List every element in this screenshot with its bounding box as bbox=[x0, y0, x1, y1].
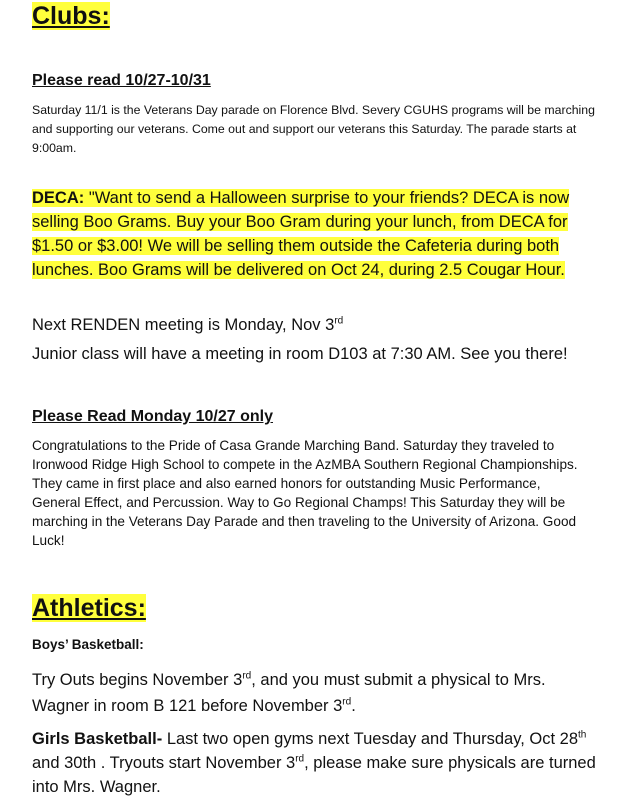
notice-heading-1: Please read 10/27-10/31 bbox=[32, 72, 211, 89]
text-run: General Effect, and Percussion. Way to Go Regional Champs! This Saturday they will be bbox=[32, 495, 566, 510]
text-run: Girls Basketball- bbox=[32, 730, 163, 748]
text-run: . bbox=[351, 697, 356, 715]
text-run: rd bbox=[334, 315, 344, 327]
text-run: Congratulations to the Pride of Casa Grande Marching Band. Saturday they traveled to bbox=[32, 438, 555, 453]
boys-basketball-paragraph bbox=[32, 667, 546, 719]
text-run: Luck! bbox=[32, 533, 65, 548]
girls-basketball-paragraph bbox=[32, 727, 596, 799]
text-run: $1.50 or $3.00! We will be selling them outside the Cafeteria during both bbox=[32, 237, 560, 255]
renden-meeting bbox=[32, 313, 343, 337]
deca-label: DECA: bbox=[32, 189, 85, 207]
text-run: rd bbox=[295, 753, 305, 765]
text-run: , and you must submit a physical to Mrs. bbox=[251, 671, 546, 689]
boys-basketball-heading: Boys’ Basketball: bbox=[32, 637, 144, 652]
text-run: Athletics: bbox=[32, 594, 146, 622]
text-run: and 30th . Tryouts start November 3 bbox=[32, 754, 296, 772]
notice-heading-2: Please Read Monday 10/27 only bbox=[32, 408, 273, 425]
text-run: Ironwood Ridge High School to compete in the AzMBA Southern Regional Championships. bbox=[32, 457, 578, 472]
text-run: They came in first place and also earned honors for outstanding Music Performance, bbox=[32, 476, 541, 491]
text-run: 9:00am. bbox=[32, 141, 77, 155]
deca-paragraph bbox=[32, 186, 569, 282]
marching-band-paragraph bbox=[32, 436, 578, 550]
text-run: Wagner in room B 121 before November 3 bbox=[32, 697, 343, 715]
text-run: rd bbox=[342, 696, 352, 708]
text-run: Next RENDEN meeting is Monday, Nov 3 bbox=[32, 316, 335, 334]
text-run: Clubs: bbox=[32, 2, 110, 30]
text-run: Saturday 11/1 is the Veterans Day parade on Florence Blvd. Severy CGUHS programs will be marching bbox=[32, 103, 595, 117]
text-run: marching in the Veterans Day Parade and then traveling to the University of Arizona. Good bbox=[32, 514, 577, 529]
text-run: , please make sure physicals are turned bbox=[304, 754, 596, 772]
text-run: lunches. Boo Grams will be delivered on Oct 24, during 2.5 Cougar Hour. bbox=[32, 261, 565, 279]
text-run: selling Boo Grams. Buy your Boo Gram during your lunch, from DECA for bbox=[32, 213, 568, 231]
athletics-heading bbox=[32, 594, 146, 623]
text-run: and supporting our veterans. Come out and support our veterans this Saturday. The parade starts at bbox=[32, 122, 577, 136]
text-run: rd bbox=[242, 670, 252, 682]
clubs-heading bbox=[32, 2, 110, 31]
text-run: th bbox=[578, 729, 587, 741]
veterans-parade-paragraph bbox=[32, 101, 595, 158]
text-run: into Mrs. Wagner. bbox=[32, 778, 161, 796]
text-run: Try Outs begins November 3 bbox=[32, 671, 243, 689]
text-run: "Want to send a Halloween surprise to your friends? DECA is now bbox=[84, 189, 570, 207]
junior-meeting: Junior class will have a meeting in room D103 at 7:30 AM. See you there! bbox=[32, 345, 568, 363]
text-run: Last two open gyms next Tuesday and Thursday, Oct 28 bbox=[162, 730, 579, 748]
